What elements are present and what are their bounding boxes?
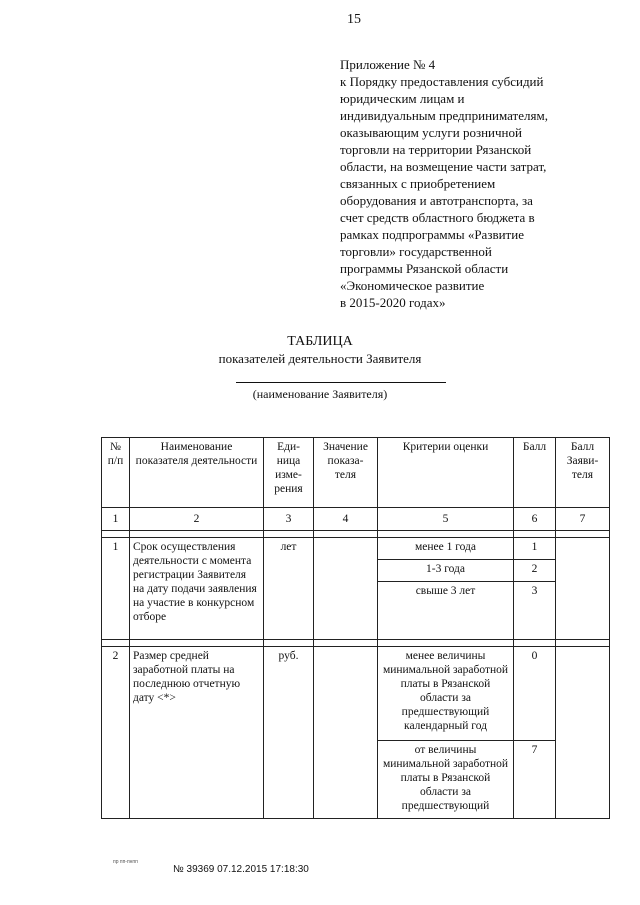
column-number: 5 [378, 508, 514, 531]
appendix-line: рамках подпрограммы «Развитие [340, 227, 524, 242]
appendix-line: юридическим лицам и [340, 91, 465, 106]
criterion-score: 0 [514, 647, 556, 741]
table-row [102, 538, 610, 560]
stamp-mark: пр пп-пнпп [113, 859, 138, 865]
row-indicator-name: Срок осуществления деятельности с момента регистрации Заявителя на дату подачи заявления на участие в конкурсном отборе [130, 538, 264, 640]
column-number: 2 [130, 508, 264, 531]
criterion-score: 7 [514, 741, 556, 819]
criterion-text: менее 1 года [378, 538, 514, 560]
applicant-name-caption: (наименование Заявителя) [252, 387, 388, 401]
table-title: ТАБЛИЦА [287, 334, 353, 349]
applicant-name-line [236, 382, 446, 383]
row-unit: руб. [264, 647, 314, 819]
criterion-score: 3 [514, 582, 556, 640]
header-unit: Еди-ница изме-рения [264, 438, 314, 508]
appendix-line: торговли на территории Рязанской [340, 142, 532, 157]
column-numbers-row [102, 508, 610, 531]
column-number: 6 [514, 508, 556, 531]
appendix-line: связанных с приобретением [340, 176, 496, 191]
appendix-line: программы Рязанской области [340, 261, 509, 276]
row-unit: лет [264, 538, 314, 640]
criterion-text: от величины минимальной заработной платы в Рязанской области за предшествующий [378, 741, 514, 819]
row-applicant-score [556, 647, 610, 819]
appendix-line: Приложение № 4 [340, 57, 436, 72]
row-value [314, 538, 378, 640]
row-value [314, 647, 378, 819]
appendix-line: области, на возмещение части затрат, [340, 159, 547, 174]
appendix-line: индивидуальным предпринимателям, [340, 108, 548, 123]
appendix-line: торговли» государственной [340, 244, 492, 259]
table-row [102, 647, 610, 741]
document-footer: № 39369 07.12.2015 17:18:30 [173, 864, 309, 875]
spacer-row [102, 640, 610, 647]
appendix-line: оказывающим услуги розничной [340, 125, 522, 140]
row-indicator-name: Размер средней заработной платы на последнюю отчетную дату <*> [130, 647, 264, 819]
table-subtitle: показателей деятельности Заявителя [218, 351, 422, 366]
header-criteria: Критерии оценки [378, 438, 514, 508]
row-applicant-score [556, 538, 610, 640]
column-number: 4 [314, 508, 378, 531]
criterion-score: 2 [514, 560, 556, 582]
column-number: 1 [102, 508, 130, 531]
page-number: 15 [347, 12, 361, 27]
header-name: Наименование показателя деятельности [130, 438, 264, 508]
header-value: Значение показа-теля [314, 438, 378, 508]
header-score: Балл [514, 438, 556, 508]
criterion-score: 1 [514, 538, 556, 560]
header-num: № п/п [102, 438, 130, 508]
row-num: 1 [102, 538, 130, 640]
criterion-text: свыше 3 лет [378, 582, 514, 640]
column-number: 7 [556, 508, 610, 531]
criterion-text: менее величины минимальной заработной платы в Рязанской области за предшествующий календарный год [378, 647, 514, 741]
spacer-row [102, 531, 610, 538]
row-num: 2 [102, 647, 130, 819]
appendix-line: оборудования и автотранспорта, за [340, 193, 533, 208]
column-number: 3 [264, 508, 314, 531]
appendix-line: счет средств областного бюджета в [340, 210, 535, 225]
appendix-line: «Экономическое развитие [340, 278, 485, 293]
header-row [102, 438, 610, 508]
appendix-block [340, 56, 610, 311]
criterion-text: 1-3 года [378, 560, 514, 582]
header-applicant-score: Балл Заяви-теля [556, 438, 610, 508]
appendix-line: в 2015-2020 годах» [340, 295, 446, 310]
indicators-table [101, 437, 610, 819]
appendix-line: к Порядку предоставления субсидий [340, 74, 544, 89]
